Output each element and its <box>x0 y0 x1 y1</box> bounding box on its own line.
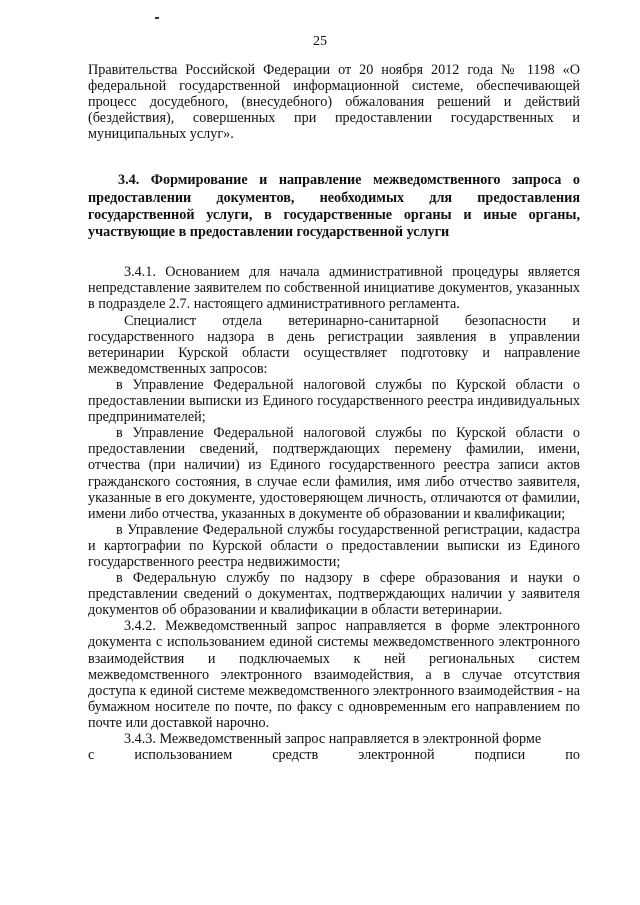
paragraph-3-4-1: 3.4.1. Основанием для начала административной процедуры является непредставление заявителем по собственной инициативе документов, указанных в подразделе 2.7. настоящего административного регламента. <box>88 264 580 313</box>
scan-mark <box>155 17 159 19</box>
paragraph-request-tax-service-1: в Управление Федеральной налоговой службы по Курской области о предоставлении выписки из Единого государственного реестра индивидуальных предпринимателей; <box>88 376 580 426</box>
paragraph-3-4-3-line1: 3.4.3. Межведомственный запрос направляется в электронной форме <box>124 731 542 747</box>
paragraph-request-rosobrnadzor: в Федеральную службу по надзору в сфере образования и науки о представлении сведений о документах, подтверждающих наличии у заявителя документов об образовании и квалификации в области ветеринарии. <box>88 570 580 619</box>
section-heading-3-4: 3.4. Формирование и направление межведомственного запроса о предоставлении документов, необходимых для предоставления государственной услуги, в государственные органы и иные органы, участвующие в предоставлении государственной услуги <box>88 172 580 241</box>
paragraph-3-4-3-line2: с использованием средств электронной подписи по <box>88 747 580 764</box>
paragraph-request-tax-service-2: в Управление Федеральной налоговой службы по Курской области о предоставлении сведений, подтверждающих перемену фамилии, имени, отчества (при наличии) из Единого государственного реестра записи актов гражданского состояния, в случае если фамилия, имя либо отчество заявителя, указанные в его документе, удостоверяющем личность, отличаются от фамилии, имени либо отчества, указанных в документе об образовании и квалификации; <box>88 425 580 522</box>
document-body <box>88 62 580 763</box>
paragraph-intro-continuation: Правительства Российской Федерации от 20 ноября 2012 года № 1198 «О федеральной государственной информационной системе, обеспечивающей процесс досудебного, (внесудебного) обжалования решений и действий (бездействия), совершенных при предоставлении государственных и муниципальных услуг». <box>88 62 580 143</box>
paragraph-3-4-2: 3.4.2. Межведомственный запрос направляется в форме электронного документа с использованием единой системы межведомственного электронного взаимодействия и подключаемых к ней региональных систем межведомственного электронного взаимодействия, а в случае отсутствия доступа к единой системе межведомственного электронного взаимодействия - на бумажном носителе по почте, по факсу с одновременным его направлением по почте или доставкой нарочно. <box>88 618 580 731</box>
paragraph-specialist: Специалист отдела ветеринарно-санитарной безопасности и государственного надзора в день регистрации заявления в управлении ветеринарии Курской области осуществляет подготовку и направление межведомственных запросов: <box>88 312 580 377</box>
page-number: 25 <box>313 34 327 49</box>
paragraph-request-rosreestr: в Управление Федеральной службы государственной регистрации, кадастра и картографии по Курской области о предоставлении выписки из Единого государственного реестра недвижимости; <box>88 521 580 570</box>
